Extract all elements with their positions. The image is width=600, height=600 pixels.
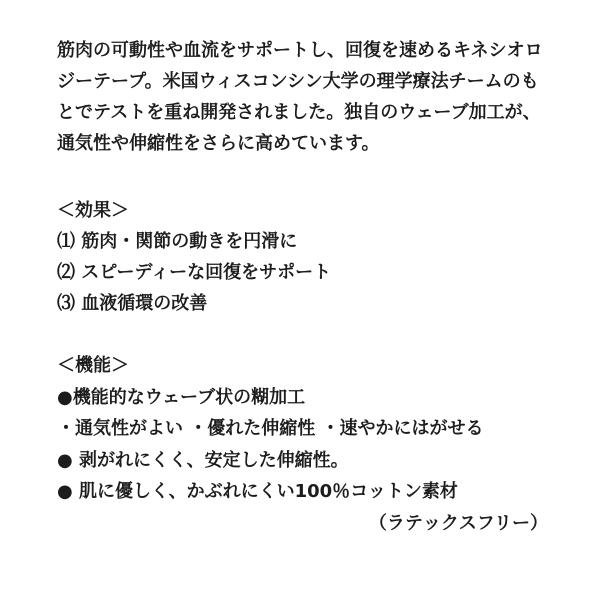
features-item: ● 剥がれにくく、安定した伸縮性。 xyxy=(57,449,349,471)
intro-paragraph xyxy=(57,35,557,159)
features-section xyxy=(57,350,557,539)
effects-item: ⑶ 血液循環の改善 xyxy=(57,293,208,314)
intro-line: ジーテープ。米国ウィスコンシン大学の理学療法チームのも xyxy=(57,71,539,92)
features-heading: ＜機能＞ xyxy=(57,355,129,376)
intro-line: とでテストを重ね開発されました。独自のウェーブ加工が、 xyxy=(57,102,541,123)
effects-section xyxy=(57,195,557,319)
effects-item: ⑴ 筋肉・関節の動きを円滑に xyxy=(57,231,298,252)
features-item: ・通気性がよい ・優れた伸縮性 ・速やかにはがせる xyxy=(57,418,484,439)
effects-item: ⑵ スピーディーな回復をサポート xyxy=(57,262,332,283)
features-item: ● 肌に優しく、かぶれにくい100％コットン素材 xyxy=(57,481,458,502)
intro-line: 筋肉の可動性や血流をサポートし、回復を速めるキネシオロ xyxy=(57,40,543,61)
effects-heading: ＜効果＞ xyxy=(57,200,129,221)
intro-line: 通気性や伸縮性をさらに高めています。 xyxy=(57,133,380,154)
latex-free-note: （ラテックスフリー） xyxy=(368,512,548,534)
features-item: ●機能的なウェーブ状の糊加工 xyxy=(57,386,306,408)
